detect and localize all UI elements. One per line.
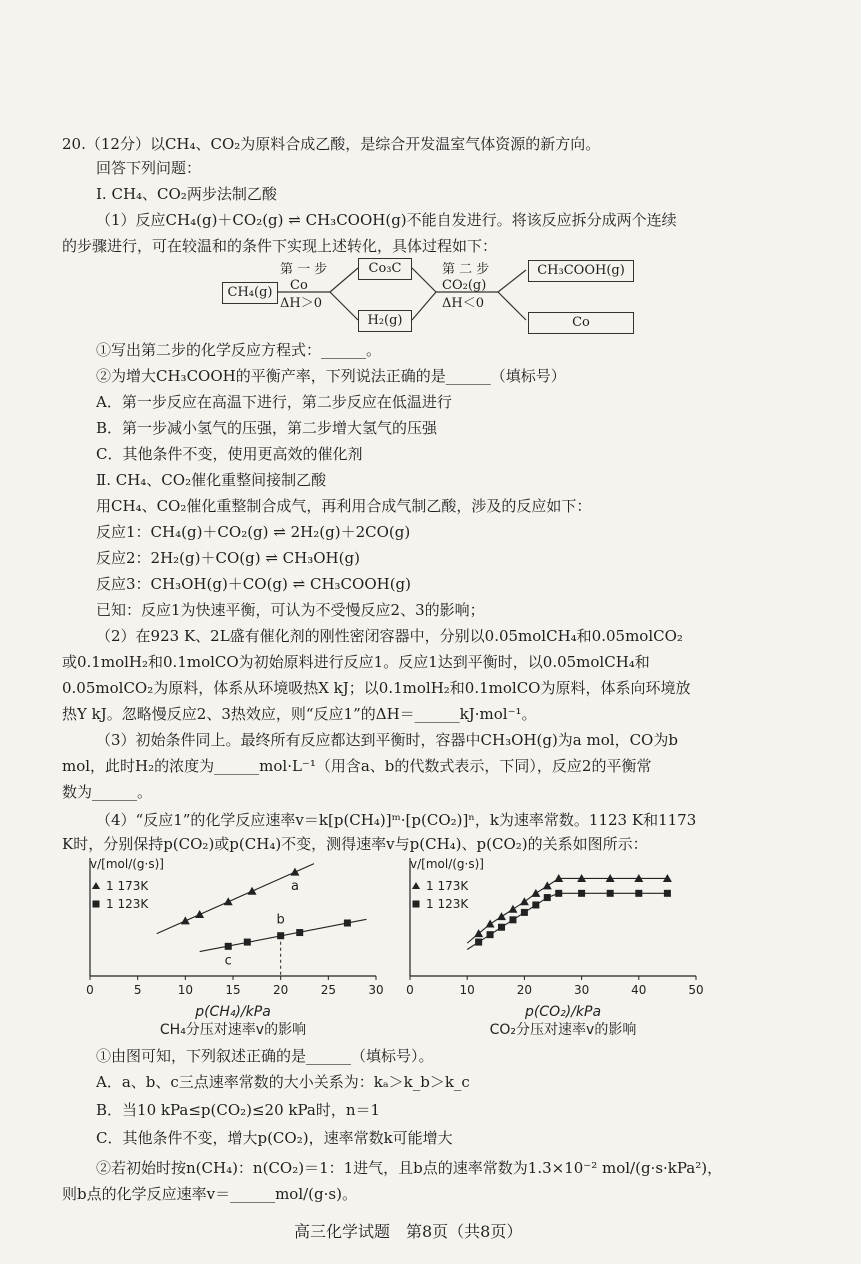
x-tick-label: 15 [225,983,241,997]
q1-option-a: A．第一步反应在高温下进行，第二步反应在低温进行 [96,393,452,411]
legend-marker-square [413,901,420,908]
q1-sub1: ①写出第二步的化学反应方程式：______。 [96,341,382,359]
legend-label: 1 173K [426,879,469,893]
data-point-square [487,931,494,938]
data-point-triangle [224,897,233,905]
data-point-square [664,890,671,897]
x-tick-label: 30 [573,983,590,997]
data-point-triangle [508,905,517,913]
scheme-mid-top-box: Co₃C [358,258,412,280]
legend-marker-triangle [92,882,100,889]
legend-label: 1 173K [106,879,149,893]
step2-label: 第 二 步 [442,262,490,277]
data-point-square [544,894,551,901]
x-tick-label: 10 [459,983,475,997]
q2-line3: 0.05molCO₂为原料，体系从环境吸热X kJ；以0.1molH₂和0.1molCO为原料，体系向环境放 [62,679,691,697]
x-tick-label: 20 [516,983,533,997]
x-tick-label: 25 [320,983,336,997]
data-point-square [578,890,585,897]
step1-dh: ΔH＞0 [280,296,322,311]
q3-line2: mol，此时H₂的浓度为______mol·L⁻¹（用含a、b的代数式表示，下同），反应2的平衡常 [62,757,652,775]
data-point-square [344,920,351,927]
data-point-square [509,916,516,923]
q4-sub2-line1: ②若初始时按n(CH₄)：n(CO₂)＝1：1进气，且b点的速率常数为1.3×10⁻² mol/(g·s·kPa²)， [96,1159,723,1177]
q4-line1: （4）“反应1”的化学反应速率v＝k[p(CH₄)]ᵐ·[p(CO₂)]ⁿ，k为速率常数。1123 K和1173 [96,811,697,829]
q4-option-b: B．当10 kPa≤p(CO₂)≤20 kPa时，n＝1 [96,1101,381,1119]
q4-sub1: ①由图可知，下列叙述正确的是______（填标号）。 [96,1047,434,1065]
scheme-start-box: CH₄(g) [222,282,278,304]
q4-option-c: C．其他条件不变，增大p(CO₂)，速率常数k可能增大 [96,1129,453,1147]
chart-title: CH₄分压对速率v的影响 [159,1022,307,1038]
data-point-triangle [520,897,529,905]
step2-reagent: CO₂(g) [442,278,487,293]
q1-option-b: B．第一步减小氢气的压强，第二步增大氢气的压强 [96,419,438,437]
q4-line2: K时，分别保持p(CO₂)或p(CH₄)不变，测得速率v与p(CH₄)、p(CO₂)的关系如图所示： [62,835,648,853]
q1-sub2: ②为增大CH₃COOH的平衡产率，下列说法正确的是______（填标号） [96,367,566,385]
q1-option-c: C．其他条件不变，使用更高效的催化剂 [96,445,363,463]
data-point-triangle [181,916,190,924]
q2-line2: 或0.1molH₂和0.1molCO为初始原料进行反应1。反应1达到平衡时，以0.05molCH₄和 [62,653,650,671]
data-point-square [498,924,505,931]
step2-dh: ΔH＜0 [442,296,484,311]
step1-catalyst: Co [290,278,308,293]
page-footer: 高三化学试题 第8页（共8页） [294,1222,523,1241]
data-point-triangle [497,912,506,920]
scheme-end-top-box: CH₃COOH(g) [528,260,634,282]
x-axis-label: p(CH₄)/kPa [195,1004,271,1020]
part2-heading: Ⅱ. CH₄、CO₂催化重整间接制乙酸 [96,471,327,489]
data-point-triangle [531,889,540,897]
x-tick-label: 50 [688,983,704,997]
data-point-triangle [543,881,552,889]
x-tick-label: 30 [368,983,384,997]
data-point-square [244,939,251,946]
q3-line3: 数为______。 [62,783,153,801]
scheme-mid-bottom-box: H₂(g) [358,310,412,332]
q1-line1: （1）反应CH₄(g)＋CO₂(g) ⇌ CH₃COOH(g)不能自发进行。将该反应拆分成两个连续 [96,211,677,229]
part1-heading: Ⅰ. CH₄、CO₂两步法制乙酸 [96,185,277,203]
data-point-square [555,890,562,897]
data-point-triangle [290,868,299,876]
legend-marker-triangle [412,882,420,889]
x-tick-label: 20 [273,983,289,997]
reaction-1: 反应1：CH₄(g)＋CO₂(g) ⇌ 2H₂(g)＋2CO(g) [96,523,411,541]
data-point-square [296,929,303,936]
point-label-c: c [224,953,232,969]
x-tick-label: 40 [631,983,647,997]
point-label-a: a [290,879,299,895]
scheme-end-bottom-box: Co [528,312,634,334]
chart-ch4-pressure [76,848,396,1038]
x-tick-label: 5 [133,983,142,997]
data-point-triangle [248,887,257,895]
data-point-square [475,939,482,946]
legend-marker-square [93,901,100,908]
q3-line1: （3）初始条件同上。最终所有反应都达到平衡时，容器中CH₃OH(g)为a mol，CO为b [96,731,678,749]
y-axis-label: v/[mol/(g·s)] [410,857,484,871]
q2-line4: 热Y kJ。忽略慢反应2、3热效应，则“反应1”的ΔH＝______kJ·mol⁻¹。 [62,705,537,723]
series-line [467,893,667,949]
question-intro: 回答下列问题： [96,159,202,177]
series-line [467,878,667,943]
known-condition: 已知：反应1为快速平衡，可认为不受慢反应2、3的影响； [96,601,485,619]
data-point-triangle [486,920,495,928]
q4-option-a: A．a、b、c三点速率常数的大小关系为：kₐ＞k_b＞k_c [96,1073,470,1091]
q4-sub2-line2: 则b点的化学反应速率v＝______mol/(g·s)。 [62,1185,357,1203]
x-tick-label: 0 [406,983,414,997]
legend-label: 1 123K [106,897,149,911]
point-label-b: b [276,912,285,928]
x-tick-label: 10 [177,983,193,997]
reaction-3: 反应3：CH₃OH(g)＋CO(g) ⇌ CH₃COOH(g) [96,575,412,593]
chart-co2-pressure [396,848,716,1038]
data-point-square [225,943,232,950]
data-point-square [635,890,642,897]
data-point-triangle [195,910,204,918]
x-axis-label: p(CO₂)/kPa [524,1004,602,1020]
part2-line: 用CH₄、CO₂催化重整制合成气，再利用合成气制乙酸，涉及的反应如下： [96,497,592,515]
series-line [157,864,314,934]
q1-line2: 的步骤进行，可在较温和的条件下实现上述转化，具体过程如下： [62,237,498,255]
reaction-scheme [220,256,640,340]
data-point-square [521,909,528,916]
question-title: 20.（12分）以CH₄、CO₂为原料合成乙酸，是综合开发温室气体资源的新方向。 [62,135,601,153]
legend-label: 1 123K [426,897,469,911]
y-axis-label: v/[mol/(g·s)] [90,857,164,871]
x-tick-label: 0 [86,983,94,997]
reaction-2: 反应2：2H₂(g)＋CO(g) ⇌ CH₃OH(g) [96,549,360,567]
q2-line1: （2）在923 K、2L盛有催化剂的刚性密闭容器中，分别以0.05molCH₄和0.05molCO₂ [96,627,683,645]
data-point-square [607,890,614,897]
step1-label: 第 一 步 [280,262,328,277]
chart-title: CO₂分压对速率v的影响 [489,1022,637,1038]
data-point-square [532,901,539,908]
